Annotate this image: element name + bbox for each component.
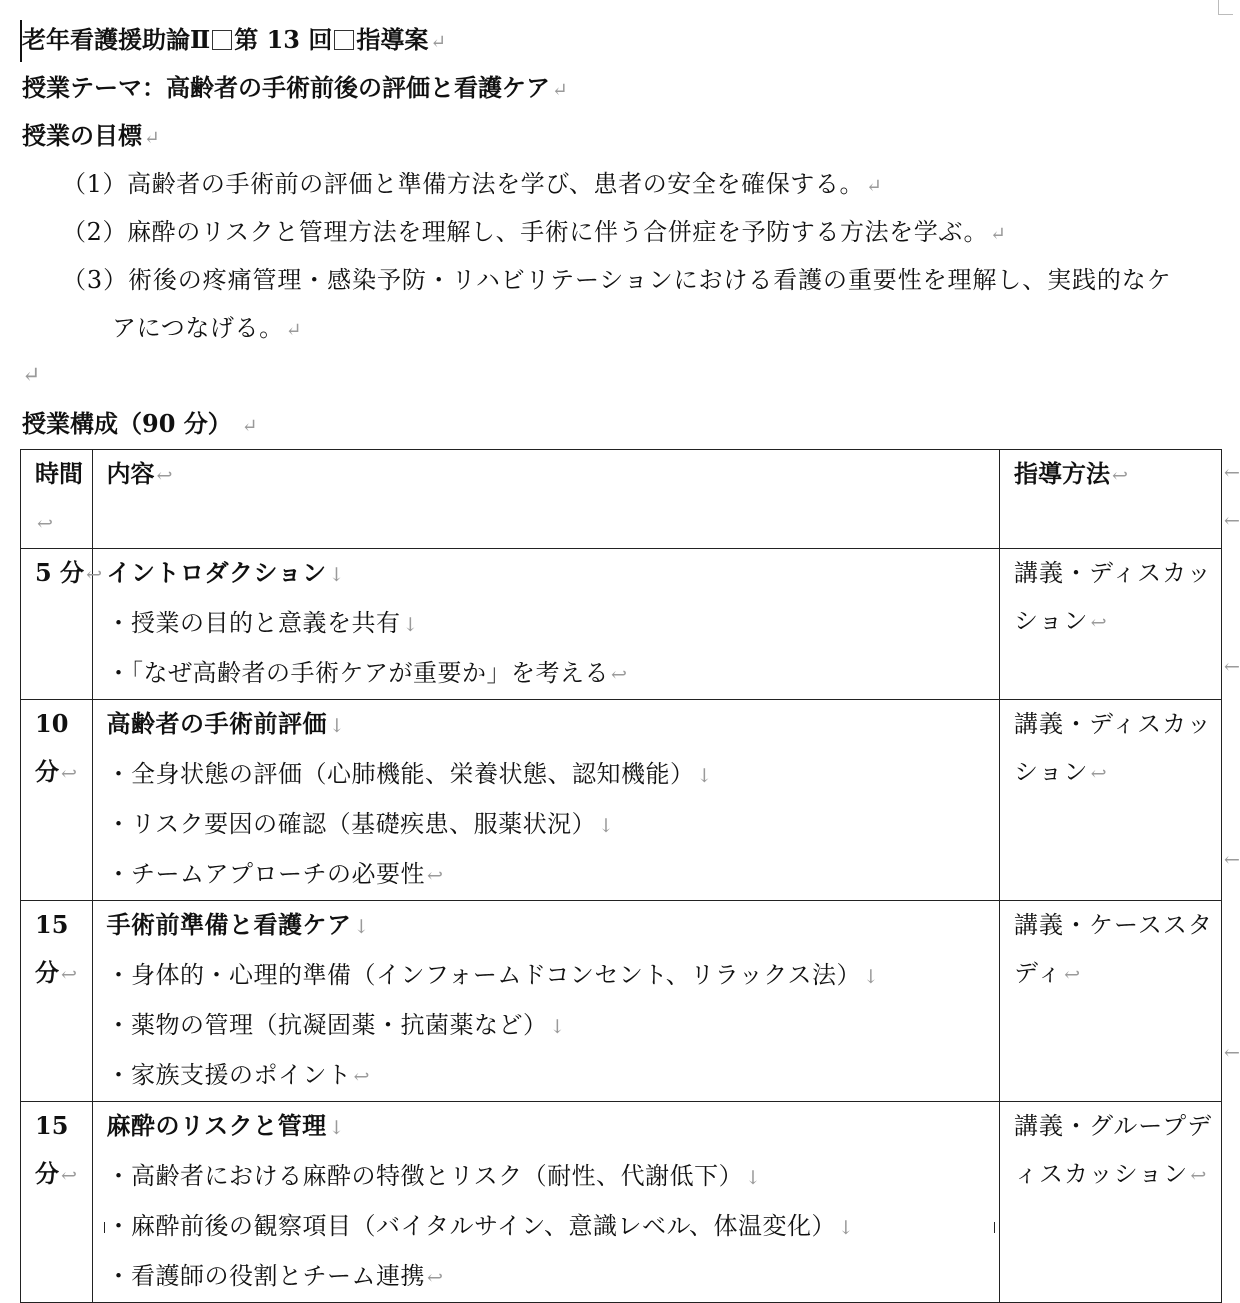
line-break-mark-icon: ↓ — [402, 614, 419, 636]
objectives-heading-text: 授業の目標 — [22, 121, 142, 150]
content-cell[interactable] — [92, 700, 999, 901]
time-unit: 分 — [35, 958, 59, 987]
space-marker-icon — [212, 30, 232, 50]
objective-text: （1）高齢者の手術前の評価と準備方法を学び、患者の安全を確保する。 — [62, 170, 865, 198]
cell-end-mark-icon: ↩ — [611, 664, 628, 686]
structure-heading-text: 授業構成（90 分） — [22, 409, 232, 438]
row-end-mark-icon: ← — [1224, 656, 1240, 678]
time-value: 15 — [35, 910, 69, 939]
table-divider — [994, 1222, 995, 1233]
paragraph-mark-icon: ↵ — [241, 415, 258, 437]
table-row — [21, 901, 1222, 1102]
content-cell[interactable] — [92, 1102, 999, 1303]
cell-end-mark-icon: ↩ — [37, 513, 53, 535]
objective-item-2[interactable] — [62, 208, 1007, 258]
content-topic-title: イントロダクション — [106, 558, 327, 587]
header-method-label: 指導方法 — [1014, 459, 1111, 488]
document-title[interactable] — [22, 16, 446, 66]
time-value: 5 分 — [35, 558, 85, 587]
method-text: ィスカッション — [1014, 1160, 1189, 1188]
time-cell[interactable] — [21, 700, 93, 901]
paragraph-mark-icon: ↵ — [990, 223, 1007, 245]
line-break-mark-icon: ↓ — [328, 1117, 345, 1139]
line-break-mark-icon: ↓ — [863, 966, 880, 988]
header-time-label: 時間 — [35, 459, 83, 488]
time-unit: 分 — [35, 757, 59, 786]
line-break-mark-icon: ↓ — [838, 1217, 855, 1239]
method-text: ション — [1014, 758, 1089, 786]
cell-end-mark-icon: ↩ — [1190, 1165, 1208, 1187]
paragraph-mark-icon: ↵ — [552, 79, 568, 101]
table-row — [21, 1102, 1222, 1303]
paragraph-mark-icon: ↵ — [866, 175, 883, 197]
space-marker-icon — [334, 30, 354, 50]
cell-end-mark-icon: ↩ — [61, 1165, 77, 1187]
cell-end-mark-icon: ↩ — [427, 1267, 444, 1289]
method-text: 講義・ケーススタ — [1014, 911, 1213, 939]
row-end-mark-icon: ← — [1224, 849, 1240, 871]
method-text: 講義・グループデ — [1014, 1112, 1213, 1140]
time-value: 15 — [35, 1111, 69, 1140]
content-bullet: ・授業の目的と意義を共有 — [106, 609, 401, 637]
table-header-row — [21, 450, 1222, 549]
line-break-mark-icon: ↓ — [696, 765, 713, 787]
line-break-mark-icon: ↓ — [328, 564, 345, 586]
content-bullet: ・身体的・心理的準備（インフォームドコンセント、リラックス法） — [106, 961, 862, 989]
method-text: ション — [1014, 607, 1089, 635]
cell-end-mark-icon: ↩ — [156, 465, 173, 487]
cell-end-mark-icon: ↩ — [61, 763, 77, 785]
method-text: 講義・ディスカッ — [1014, 559, 1212, 587]
header-cell-content[interactable] — [92, 450, 999, 549]
method-text: 講義・ディスカッ — [1014, 710, 1212, 738]
objective-item-1[interactable] — [62, 160, 883, 210]
method-cell[interactable] — [1000, 1102, 1222, 1303]
objective-text: （2）麻酔のリスクと管理方法を理解し、手術に伴う合併症を予防する方法を学ぶ。 — [62, 218, 989, 246]
title-suffix: 指導案 — [356, 25, 429, 54]
method-cell[interactable] — [1000, 700, 1222, 901]
content-bullet: ・リスク要因の確認（基礎疾患、服薬状況） — [106, 810, 597, 838]
objective-item-3[interactable] — [62, 256, 1172, 304]
content-topic-title: 高齢者の手術前評価 — [106, 709, 328, 738]
content-bullet: ・「なぜ高齢者の手術ケアが重要か」を考える — [106, 659, 610, 687]
content-bullet: ・看護師の役割とチーム連携 — [106, 1262, 426, 1290]
content-bullet: ・麻酔前後の観察項目（バイタルサイン、意識レベル、体温変化） — [106, 1212, 837, 1240]
title-course-name: 老年看護援助論Ⅱ — [22, 25, 211, 54]
paragraph-mark-icon: ↵ — [285, 319, 303, 341]
page-corner-marker — [1218, 0, 1233, 15]
method-cell[interactable] — [1000, 549, 1222, 700]
objectives-heading[interactable] — [22, 112, 160, 162]
time-cell[interactable] — [21, 1102, 93, 1303]
content-topic-title: 手術前準備と看護ケア — [106, 910, 352, 939]
time-cell[interactable] — [21, 901, 93, 1102]
table-row — [21, 700, 1222, 901]
row-end-mark-icon: ← — [1224, 510, 1240, 532]
content-cell[interactable] — [92, 549, 999, 700]
header-content-label: 内容 — [106, 459, 155, 488]
table-row — [21, 549, 1222, 700]
cell-end-mark-icon: ↩ — [1090, 612, 1108, 634]
objective-item-3-continued[interactable] — [112, 304, 302, 354]
cell-end-mark-icon: ↩ — [1064, 964, 1082, 986]
paragraph-mark-icon: ↵ — [430, 31, 447, 53]
content-bullet: ・高齢者における麻酔の特徴とリスク（耐性、代謝低下） — [106, 1162, 744, 1190]
table-row-cutoff — [20, 1222, 1222, 1233]
line-break-mark-icon: ↓ — [598, 815, 615, 837]
cell-end-mark-icon: ↩ — [61, 964, 77, 986]
paragraph-mark-icon: ↵ — [144, 127, 160, 149]
cell-end-mark-icon: ↩ — [1112, 465, 1128, 487]
paragraph-mark-icon: ↵ — [22, 363, 41, 388]
line-break-mark-icon: ↓ — [549, 1016, 566, 1038]
content-bullet: ・チームアプローチの必要性 — [106, 860, 426, 888]
content-topic-title: 麻酔のリスクと管理 — [106, 1111, 327, 1140]
content-bullet: ・薬物の管理（抗凝固薬・抗菌薬など） — [106, 1011, 548, 1039]
cell-end-mark-icon: ↩ — [86, 564, 102, 586]
time-unit: 分 — [35, 1159, 59, 1188]
content-bullet: ・家族支援のポイント — [106, 1061, 352, 1089]
objective-text: （3）術後の疼痛管理・感染予防・リハビリテーションにおける看護の重要性を理解し、実践的なケ — [62, 266, 1172, 294]
lesson-structure-table — [20, 449, 1222, 1303]
header-cell-time[interactable] — [21, 450, 93, 549]
line-break-mark-icon: ↓ — [329, 715, 346, 737]
table-divider — [104, 1222, 105, 1233]
empty-paragraph[interactable] — [20, 352, 40, 401]
method-text: ディ — [1014, 959, 1063, 987]
cell-end-mark-icon: ↩ — [353, 1066, 370, 1088]
method-cell[interactable] — [1000, 901, 1222, 1102]
cell-end-mark-icon: ↩ — [427, 865, 444, 887]
time-value: 10 — [35, 709, 69, 738]
line-break-mark-icon: ↓ — [353, 916, 370, 938]
structure-heading[interactable] — [22, 400, 258, 450]
lesson-theme-text: 授業テーマ：高齢者の手術前後の評価と看護ケア — [22, 73, 550, 102]
cell-end-mark-icon: ↩ — [1090, 763, 1108, 785]
lesson-theme[interactable] — [22, 64, 568, 114]
header-cell-method[interactable] — [1000, 450, 1222, 549]
title-session-number: 第 13 回 — [234, 25, 333, 54]
row-end-mark-icon: ← — [1224, 462, 1240, 484]
content-cell[interactable] — [92, 901, 999, 1102]
line-break-mark-icon: ↓ — [745, 1167, 762, 1189]
content-bullet: ・全身状態の評価（心肺機能、栄養状態、認知機能） — [106, 760, 695, 788]
time-cell[interactable] — [21, 549, 102, 700]
objective-text: アにつなげる。 — [112, 314, 284, 342]
row-end-mark-icon: ← — [1224, 1042, 1240, 1064]
